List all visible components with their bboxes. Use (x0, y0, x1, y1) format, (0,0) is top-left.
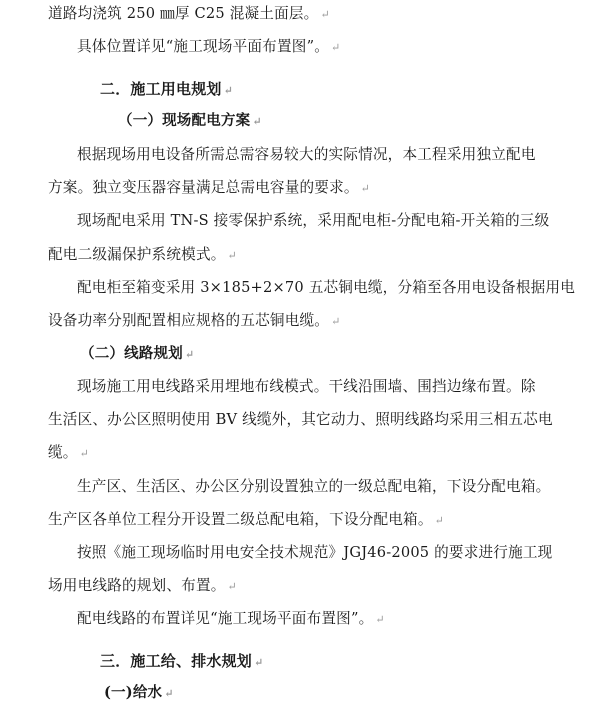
subsection-heading: （一）现场配电方案 ↵ (118, 112, 262, 129)
subsection-heading: （二）线路规划 ↵ (80, 345, 195, 362)
paragraph-mark-icon: ↵ (360, 182, 371, 195)
paragraph-mark-icon: ↵ (254, 656, 264, 669)
paragraph-mark-icon: ↵ (184, 348, 195, 361)
paragraph-line: 配电线路的布置详见“施工现场平面布置图”。 ↵ (77, 610, 385, 627)
paragraph-line: 生产区各单位工程分开设置二级总配电箱，下设分配电箱。 ↵ (48, 511, 445, 528)
paragraph-line: 场用电线路的规划、布置。 ↵ (48, 577, 237, 594)
paragraph-mark-icon: ↵ (434, 514, 445, 527)
paragraph-mark-icon: ↵ (79, 447, 90, 460)
paragraph-line: 配电二级漏保护系统模式。 ↵ (48, 246, 237, 263)
paragraph-line: 方案。独立变压器容量满足总需电容量的要求。 ↵ (48, 179, 371, 196)
paragraph-mark-icon: ↵ (164, 687, 174, 700)
paragraph-mark-icon: ↵ (375, 613, 385, 626)
paragraph-line: 设备功率分别配置相应规格的五芯铜电缆。 ↵ (48, 312, 341, 329)
paragraph-line: 现场配电采用 TN-S 接零保护系统，采用配电柜-分配电箱-开关箱的三级 (77, 212, 550, 229)
paragraph-line: 生产区、生活区、办公区分别设置独立的一级总配电箱，下设分配电箱。 (77, 478, 551, 495)
paragraph-line: 现场施工用电线路采用埋地布线模式。干线沿围墙、围挡边缘布置。除 (77, 378, 536, 395)
subsection-heading: (一)给水 ↵ (104, 684, 174, 701)
section-heading: 二．施工用电规划 ↵ (100, 80, 234, 98)
paragraph-line: 道路均浇筑 250 ㎜厚 C25 混凝土面层。 ↵ (48, 5, 330, 22)
paragraph-line: 具体位置详见“施工现场平面布置图”。 ↵ (77, 38, 341, 55)
paragraph-mark-icon: ↵ (331, 315, 341, 328)
paragraph-mark-icon: ↵ (227, 249, 237, 262)
paragraph-line: 按照《施工现场临时用电安全技术规范》JGJ46-2005 的要求进行施工现 (77, 544, 553, 561)
paragraph-mark-icon: ↵ (227, 580, 237, 593)
section-heading: 三．施工给、排水规划 ↵ (100, 652, 264, 670)
paragraph-line: 配电柜至箱变采用 3×185+2×70 五芯铜电缆，分箱至各用电设备根据用电 (77, 279, 575, 296)
paragraph-line: 缆。 ↵ (48, 444, 90, 461)
paragraph-mark-icon: ↵ (331, 41, 341, 54)
paragraph-line: 生活区、办公区照明使用 BV 线缆外，其它动力、照明线路均采用三相五芯电 (48, 411, 553, 428)
paragraph-line: 根据现场用电设备所需总需容易较大的实际情况，本工程采用独立配电 (77, 146, 536, 163)
paragraph-mark-icon: ↵ (223, 84, 234, 97)
paragraph-mark-icon: ↵ (320, 8, 330, 21)
paragraph-mark-icon: ↵ (252, 115, 262, 128)
